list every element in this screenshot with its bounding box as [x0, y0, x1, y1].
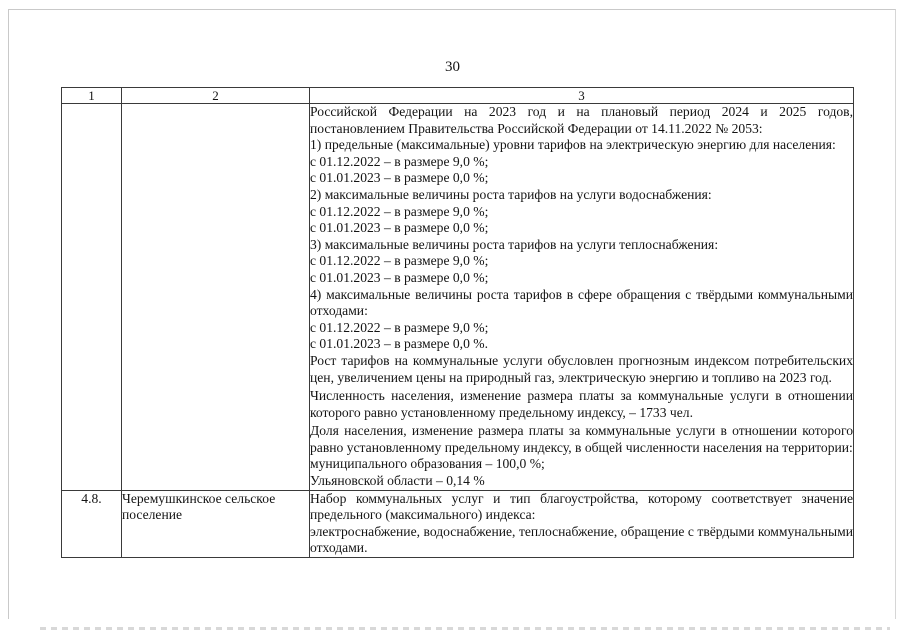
paragraph: 3) максимальные величины роста тарифов на услуги теплоснабжения: [310, 236, 719, 252]
row-number: 4.8. [62, 490, 122, 557]
scan-noise-strip [40, 627, 890, 630]
row-name [122, 104, 310, 491]
paragraph: муниципального образования – 100,0 %; [310, 456, 545, 472]
row-number [62, 104, 122, 491]
table-row-4-8 [62, 490, 854, 557]
paragraph: с 01.01.2023 – в размере 0,0 %; [310, 269, 489, 285]
header-col-1: 1 [62, 88, 122, 104]
row-content [310, 490, 854, 557]
paragraph: Российской Федерации на 2023 год и на плановый период 2024 и 2025 годов, постановлением Правительства Российской Федерации от 14.11.2022 № 2053: [310, 104, 853, 136]
paragraph: 2) максимальные величины роста тарифов на услуги водоснабжения: [310, 186, 712, 202]
paragraph: с 01.12.2022 – в размере 9,0 %; [310, 153, 489, 169]
paragraph: Рост тарифов на коммунальные услуги обусловлен прогнозным индексом потребительских цен, увеличением цены на природный газ, электрическую энергию и топливо на 2023 год. [310, 352, 853, 385]
paragraph: 4) максимальные величины роста тарифов в сфере обращения с твёрдыми коммунальными отходами: [310, 286, 853, 319]
table-header-row [62, 88, 854, 104]
paragraph: с 01.12.2022 – в размере 9,0 %; [310, 203, 489, 219]
paragraph: Численность населения, изменение размера платы за коммунальные услуги в отношении которого равно установленному предельному индексу, – 1733 чел. [310, 388, 853, 420]
header-col-2: 2 [122, 88, 310, 104]
table-row-continued [62, 104, 854, 491]
paragraph: Ульяновской области – 0,14 % [310, 473, 485, 489]
paragraph: Доля населения, изменение размера платы за коммунальные услуги в отношении которого равно установленному предельному индексу, в общей численности населения на территории: [310, 423, 853, 455]
paragraph: с 01.01.2023 – в размере 0,0 %; [310, 170, 489, 186]
paragraph: с 01.12.2022 – в размере 9,0 %; [310, 253, 489, 269]
page-number: 30 [445, 59, 460, 75]
paragraph: с 01.12.2022 – в размере 9,0 %; [310, 319, 489, 335]
row-name: Черемушкинское сельское поселение [122, 490, 310, 557]
header-col-3: 3 [310, 88, 854, 104]
paragraph: с 01.01.2023 – в размере 0,0 %. [310, 336, 488, 352]
row-content [310, 104, 854, 491]
tariff-table [61, 87, 854, 558]
paragraph: электроснабжение, водоснабжение, теплоснабжение, обращение с твёрдыми коммунальными отходами. [310, 523, 853, 556]
paragraph: с 01.01.2023 – в размере 0,0 %; [310, 220, 489, 236]
paragraph: Набор коммунальных услуг и тип благоустройства, которому соответствует значение предельного (максимального) индекса: [310, 490, 853, 523]
paragraph: 1) предельные (максимальные) уровни тарифов на электрическую энергию для населения: [310, 137, 836, 153]
